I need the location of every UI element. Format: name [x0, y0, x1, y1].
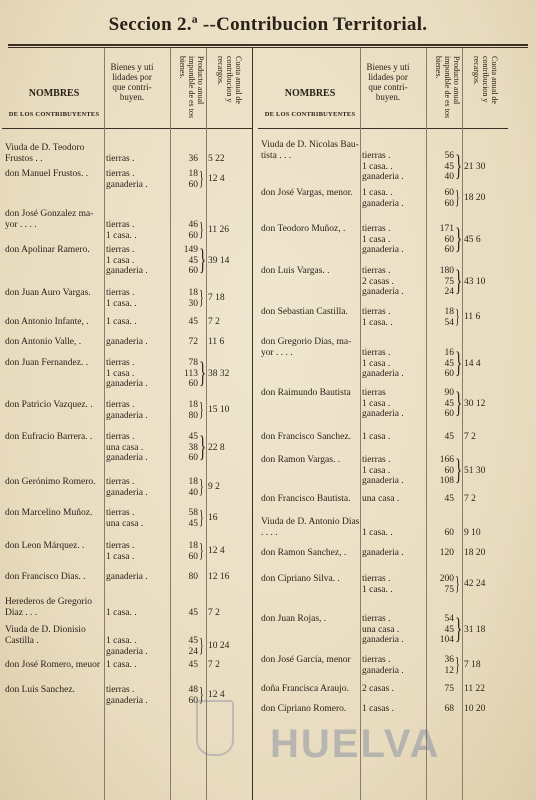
product-value: 75: [444, 684, 454, 694]
product-value: 45: [188, 317, 198, 327]
tax-amount: 22 8: [208, 442, 225, 453]
contributor-name: Viuda de D. Nicolas Bau- tista . . .: [261, 140, 359, 161]
product-value: 104: [439, 635, 454, 645]
product-value: 200: [439, 574, 454, 584]
contributor-name: don Juan Rojas, .: [261, 614, 327, 624]
tax-amount: 11 22: [464, 684, 486, 694]
brace: }: [455, 264, 463, 297]
tax-amount: 7 18: [208, 293, 225, 304]
brace: }: [199, 507, 204, 529]
product-value: 60: [188, 695, 198, 706]
property-item: 1 casa. .: [106, 317, 137, 327]
tax-amount: 12 4: [208, 690, 225, 701]
product-value: 60: [444, 409, 454, 419]
contributor-name: don José Vargas, menor.: [261, 188, 353, 198]
brace: }: [199, 356, 207, 389]
property-item: tierras .: [106, 169, 135, 179]
tax-amount: 9 10: [464, 528, 481, 538]
product-value: 45: [444, 358, 454, 369]
property-item: 1 casa .: [106, 255, 135, 266]
property-item: una casa .: [106, 518, 144, 529]
header-cuota: Cuota anual de contribucion y recargos.: [472, 56, 499, 104]
product-value: 45: [444, 432, 454, 442]
tax-amount: 11 6: [208, 337, 225, 347]
product-value: 60: [444, 188, 454, 198]
product-value: 54: [444, 614, 454, 624]
property-item: tierras .: [106, 358, 135, 368]
contributor-name: Viuda de D. Teodoro Frustos . .: [5, 143, 85, 164]
tax-amount: 39 14: [208, 255, 230, 266]
contributor-name: don Cipriano Romero.: [261, 704, 347, 714]
property-item: ganaderia .: [106, 410, 148, 421]
product-value: 40: [188, 487, 198, 498]
tax-amount: 42 24: [464, 579, 486, 590]
table-header: [2, 48, 252, 128]
property-item: ganaderia .: [362, 476, 404, 486]
property-item: ganaderia .: [106, 179, 148, 190]
tax-amount: 16: [208, 513, 218, 524]
brace: }: [455, 346, 463, 379]
tax-amount: 45 6: [464, 234, 481, 245]
tax-amount: 7 2: [464, 494, 476, 504]
product-value: 40: [444, 172, 454, 182]
product-value: 45: [444, 624, 454, 635]
property-item: tierras .: [106, 220, 135, 230]
left-table: [2, 48, 262, 800]
product-value: 60: [444, 528, 454, 538]
tax-amount: 12 16: [208, 572, 230, 582]
property-item: tierras .: [362, 224, 391, 234]
product-value: 72: [188, 337, 198, 347]
product-value: 60: [188, 179, 198, 190]
brace: }: [199, 540, 204, 562]
property-item: 1 casas .: [362, 704, 394, 714]
property-item: tierras .: [362, 574, 391, 584]
product-value: 108: [439, 476, 454, 486]
contributor-name: don Juan Auro Vargas.: [5, 288, 91, 298]
property-item: una casa .: [362, 494, 400, 504]
property-item: tierras .: [362, 151, 391, 161]
product-value: 45: [188, 255, 198, 266]
title-rule: [8, 44, 528, 46]
brace: }: [199, 476, 204, 498]
property-item: ganaderia .: [362, 287, 404, 297]
header-names: NOMBRES: [28, 88, 80, 99]
property-item: tierras .: [362, 348, 391, 358]
property-item: 1 casa. .: [362, 584, 393, 595]
property-item: ganaderia .: [106, 266, 148, 276]
product-value: 60: [444, 198, 454, 209]
product-value: 60: [444, 245, 454, 255]
product-value: 36: [188, 154, 198, 164]
property-item: tierras .: [362, 614, 391, 624]
property-item: tierras .: [106, 508, 135, 518]
table-header: [258, 48, 508, 128]
header-names-sub: DE LOS CONTRIBUYENTES: [264, 111, 356, 118]
property-item: ganaderia .: [106, 646, 148, 657]
header-cuota: Cuota anual de contribucion y recargos.: [216, 56, 243, 104]
product-value: 18: [188, 169, 198, 179]
archive-watermark: HUELVA: [270, 722, 441, 766]
product-value: 18: [188, 288, 198, 298]
property-item: ganaderia .: [106, 379, 148, 389]
header-bienes: Bienes y uti lidades por que contri- buyen.: [110, 62, 154, 102]
property-item: ganaderia .: [106, 572, 148, 582]
brace: }: [199, 168, 204, 190]
product-value: 38: [188, 442, 198, 453]
product-value: 120: [439, 548, 454, 558]
product-value: 16: [444, 348, 454, 358]
tax-amount: 7 2: [464, 432, 476, 442]
product-value: 166: [439, 455, 454, 465]
contributor-name: don Antonio Valle, .: [5, 337, 82, 347]
product-value: 60: [188, 266, 198, 276]
contributor-name: don Patricio Vazquez. .: [5, 400, 93, 410]
contributor-name: don José García, menor: [261, 655, 351, 665]
tax-amount: 10 24: [208, 641, 230, 652]
brace: }: [455, 573, 460, 595]
product-value: 180: [439, 266, 454, 276]
tax-amount: 14 4: [464, 358, 481, 369]
property-item: tierras .: [106, 245, 135, 255]
property-item: ganaderia .: [362, 369, 404, 379]
product-value: 45: [188, 608, 198, 618]
product-value: 45: [444, 494, 454, 504]
product-value: 60: [188, 551, 198, 562]
property-item: 1 casa. .: [106, 230, 137, 241]
property-item: ganaderia .: [362, 635, 404, 645]
property-item: tierras .: [362, 655, 391, 665]
product-value: 24: [188, 646, 198, 657]
contributor-name: don Apolinar Ramero.: [5, 245, 90, 255]
column-rule: [206, 48, 207, 800]
product-value: 46: [188, 220, 198, 230]
property-item: 1 casa .: [362, 234, 391, 245]
property-item: una casa .: [362, 624, 400, 635]
contributor-name: don Gerónimo Romero.: [5, 477, 96, 487]
contributor-name: don José Gonzalez ma- yor . . . .: [5, 209, 94, 230]
contributor-name: don Luis Sanchez.: [5, 685, 75, 695]
tax-amount: 11 6: [464, 312, 481, 323]
product-value: 48: [188, 685, 198, 695]
contributor-name: don Gregorio Dias, ma- yor . . . .: [261, 337, 352, 358]
product-value: 56: [444, 151, 454, 161]
contributor-name: don Francisco Dias. .: [5, 572, 86, 582]
contributor-name: don Raimundo Bautista: [261, 388, 351, 398]
brace: }: [455, 654, 460, 676]
tax-amount: 10 20: [464, 704, 486, 714]
tax-amount: 30 12: [464, 398, 486, 409]
brace: }: [199, 684, 204, 706]
property-item: ganaderia .: [106, 337, 148, 347]
tax-amount: 5 22: [208, 154, 225, 164]
product-value: 30: [188, 298, 198, 309]
product-value: 45: [188, 518, 198, 529]
page-title: Seccion 2.ª --Contribucion Territorial.: [108, 14, 428, 35]
brace: }: [455, 222, 463, 255]
product-value: 60: [188, 379, 198, 389]
product-value: 18: [188, 541, 198, 551]
tax-amount: 21 30: [464, 161, 486, 172]
product-value: 90: [444, 388, 454, 398]
tax-amount: 12 4: [208, 546, 225, 557]
tax-amount: 7 18: [464, 660, 481, 671]
property-item: ganaderia .: [106, 695, 148, 706]
product-value: 60: [444, 465, 454, 476]
property-item: tierras .: [106, 685, 135, 695]
tax-amount: 18 20: [464, 193, 486, 204]
property-item: 1 casa. .: [106, 636, 137, 646]
property-item: tierras .: [106, 400, 135, 410]
brace: }: [455, 149, 463, 182]
header-rule: [258, 128, 508, 129]
product-value: 68: [444, 704, 454, 714]
product-value: 54: [444, 317, 454, 328]
product-value: 45: [188, 636, 198, 646]
tax-amount: 7 2: [208, 317, 220, 327]
property-item: ganaderia .: [362, 409, 404, 419]
contributor-name: don Teodoro Muñoz, .: [261, 224, 346, 234]
product-value: 45: [188, 660, 198, 670]
property-item: tierras .: [106, 477, 135, 487]
contributor-name: don Francisco Sanchez.: [261, 432, 351, 442]
property-item: ganaderia .: [362, 548, 404, 558]
product-value: 171: [439, 224, 454, 234]
property-item: 1 casa .: [362, 358, 391, 369]
tax-amount: 38 32: [208, 368, 230, 379]
brace: }: [199, 635, 204, 657]
column-rule: [426, 48, 427, 800]
header-rule: [2, 128, 252, 129]
brace: }: [455, 612, 463, 645]
property-item: 1 casa .: [362, 465, 391, 476]
contributor-name: don Antonio Infante, .: [5, 317, 89, 327]
product-value: 80: [188, 572, 198, 582]
product-value: 60: [188, 230, 198, 241]
brace: }: [455, 386, 463, 419]
product-value: 18: [188, 477, 198, 487]
product-value: 45: [188, 432, 198, 442]
brace: }: [455, 453, 463, 486]
property-item: 1 casa. .: [106, 660, 137, 670]
product-value: 75: [444, 276, 454, 287]
product-value: 80: [188, 410, 198, 421]
brace: }: [199, 287, 204, 309]
product-value: 78: [188, 358, 198, 368]
product-value: 75: [444, 584, 454, 595]
contributor-name: Herederos de Gregorio Diaz . . .: [5, 597, 93, 618]
product-value: 113: [184, 368, 198, 379]
brace: }: [199, 399, 204, 421]
property-item: 1 casa. .: [106, 298, 137, 309]
contributor-name: don Marcelino Muñoz.: [5, 508, 93, 518]
property-item: ganaderia .: [106, 487, 148, 498]
contributor-name: don Leon Márquez. .: [5, 541, 85, 551]
archive-seal: [196, 700, 234, 756]
property-item: 1 casa .: [106, 368, 135, 379]
header-producto: Producto anual imponible de es tos bienes.: [434, 56, 461, 118]
product-value: 45: [444, 161, 454, 172]
header-names: NOMBRES: [284, 88, 336, 99]
tax-amount: 51 30: [464, 465, 486, 476]
brace: }: [455, 306, 460, 328]
tax-amount: 18 20: [464, 548, 486, 558]
property-item: 1 casa .: [362, 432, 391, 442]
brace: }: [455, 187, 460, 209]
right-table: [258, 48, 518, 800]
product-value: 60: [444, 234, 454, 245]
product-value: 18: [188, 400, 198, 410]
contributor-name: don Ramon Vargas. .: [261, 455, 341, 465]
tax-amount: 12 4: [208, 174, 225, 185]
property-item: 1 casa .: [362, 398, 391, 409]
property-item: tierras .: [362, 455, 391, 465]
product-value: 58: [188, 508, 198, 518]
header-names-sub: DE LOS CONTRIBUYENTES: [8, 111, 100, 118]
tax-amount: 31 18: [464, 624, 486, 635]
contributor-name: Viuda de D. Antonio Dias . . . .: [261, 517, 360, 538]
property-item: 2 casas .: [362, 684, 394, 694]
tax-amount: 15 10: [208, 405, 230, 416]
property-item: tierras .: [106, 541, 135, 551]
property-item: ganaderia .: [362, 665, 404, 676]
property-item: 1 casa .: [106, 551, 135, 562]
contributor-name: don Eufracio Barrera. .: [5, 432, 93, 442]
contributor-name: Viuda de D. Dionisio Castilla .: [5, 625, 86, 646]
contributor-name: don Luis Vargas. .: [261, 266, 330, 276]
product-value: 24: [444, 287, 454, 297]
contributor-name: don Ramon Sanchez, .: [261, 548, 347, 558]
product-value: 149: [183, 245, 198, 255]
property-item: 1 casa. .: [362, 528, 393, 538]
property-item: 2 casas .: [362, 276, 394, 287]
contributor-name: don Sebastian Castilla.: [261, 307, 348, 317]
product-value: 18: [444, 307, 454, 317]
property-item: ganaderia .: [106, 453, 148, 463]
tax-amount: 7 2: [208, 660, 220, 670]
brace: }: [199, 219, 204, 241]
product-value: 60: [188, 453, 198, 463]
property-item: tierras .: [106, 432, 135, 442]
property-item: ganaderia .: [362, 172, 404, 182]
column-rule: [462, 48, 463, 800]
column-rule: [170, 48, 171, 800]
header-producto: Producto anual imponible de es tos bienes.: [178, 56, 205, 118]
product-value: 60: [444, 369, 454, 379]
product-value: 45: [444, 398, 454, 409]
header-bienes: Bienes y uti lidades por que contri- buyen.: [366, 62, 410, 102]
contributor-name: don Manuel Frustos. .: [5, 169, 89, 179]
product-value: 12: [444, 665, 454, 676]
contributor-name: don Juan Fernandez. .: [5, 358, 89, 368]
property-item: tierras .: [106, 154, 135, 164]
property-item: ganaderia .: [362, 198, 404, 209]
property-item: 1 casa. .: [106, 608, 137, 618]
tax-amount: 43 10: [464, 276, 486, 287]
brace: }: [199, 243, 207, 276]
property-item: 1 casa. .: [362, 188, 393, 198]
tax-amount: 7 2: [208, 608, 220, 618]
contributor-name: don Cipriano Silva. .: [261, 574, 340, 584]
tax-amount: 9 2: [208, 482, 220, 493]
tax-amount: 11 26: [208, 225, 230, 236]
contributor-name: don José Romero, meuor: [5, 660, 100, 670]
property-item: ganaderia .: [362, 245, 404, 255]
property-item: tierras .: [362, 307, 391, 317]
contributor-name: doña Francisca Araujo.: [261, 684, 349, 694]
property-item: 1 casa. .: [362, 161, 393, 172]
brace: }: [199, 430, 207, 463]
property-item: una casa .: [106, 442, 144, 453]
contributor-name: don Francisco Bautista.: [261, 494, 351, 504]
property-item: tierras .: [106, 288, 135, 298]
property-item: tierras .: [362, 266, 391, 276]
property-item: tierras: [362, 388, 386, 398]
product-value: 36: [444, 655, 454, 665]
property-item: 1 casa. .: [362, 317, 393, 328]
